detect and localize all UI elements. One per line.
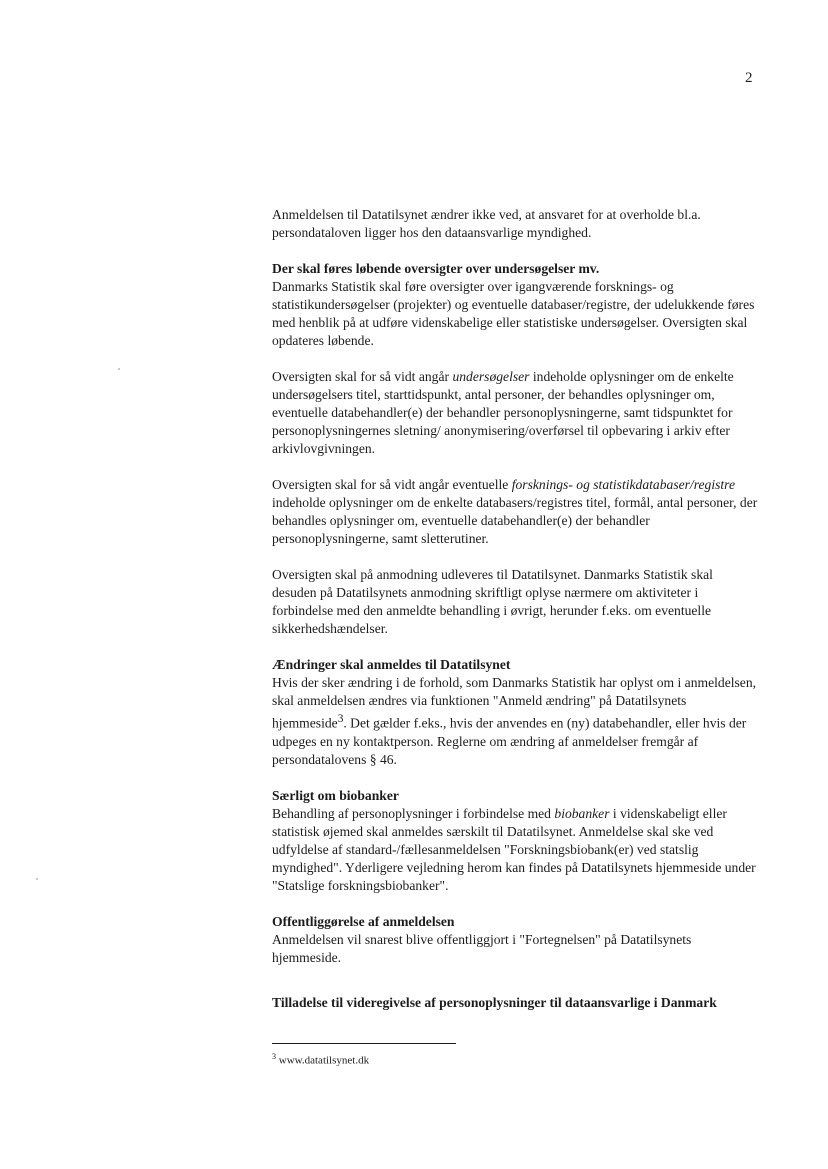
databaser-paragraph: [272, 476, 760, 548]
text-span: Oversigten skal for så vidt angår: [272, 369, 453, 384]
section-heading: Der skal føres løbende oversigter over undersøgelser mv.: [272, 261, 600, 276]
scan-artifact: [118, 368, 120, 370]
udleveres-paragraph: Oversigten skal på anmodning udleveres til Datatilsynet. Danmarks Statistik skal desuden på Datatilsynets anmodning skriftligt oplyse nærmere om aktiviteter i forbindelse med den anmeldte behandling i øvrigt, herunder f.eks. om eventuelle sikkerhedshændelser.: [272, 567, 713, 636]
text-span: indeholde oplysninger om de enkelte databasers/registres titel, formål, antal personer, der behandles oplysninger om, eventuelle databehandler(e) der behandler personoplysningerne, samt sletterutiner.: [272, 495, 758, 546]
text-span: Behandling af personoplysninger i forbindelse med: [272, 805, 555, 821]
text-span: i videnskabeligt eller statistisk øjemed skal anmeldes særskilt til Datatilsynet. Anmeldelse skal ske ved udfyldelse af standard-/fællesanmeldelsen "Forskningsbiobank(er) ved statslig myndighed". Yderligere vejledning herom kan findes på Datatilsynets hjemmeside under "Statslige forskningsbiobanker".: [272, 805, 756, 893]
footnote-number: 3: [272, 1052, 276, 1061]
emphasis-text: forsknings- og statistikdatabaser/registre: [511, 477, 735, 492]
section-body: [272, 674, 760, 769]
text-span: indeholde oplysninger om de enkelte undersøgelsers titel, starttidspunkt, antal personer, der behandles oplysninger om, eventuelle databehandler(e) der behandler personoplysningerne, samt tidspunktet for personoplysningernes sletning/ anonymisering/overførsel til opbevaring i arkiv efter arkivlovgivningen.: [272, 369, 734, 456]
section-aendringer: [272, 656, 760, 769]
section-body: [272, 805, 760, 895]
footnote: [272, 1052, 369, 1067]
intro-paragraph: Anmeldelsen til Datatilsynet ændrer ikke ved, at ansvaret for at overholde bl.a. persondataloven ligger hos den dataansvarlige myndighed.: [272, 207, 701, 240]
page-number: 2: [745, 70, 753, 86]
emphasis-text: biobanker: [554, 805, 610, 821]
section-heading: Ændringer skal anmeldes til Datatilsynet: [272, 657, 511, 672]
section-oversigt: [272, 260, 760, 350]
text-span: Hvis der sker ændring i de forhold, som Danmarks Statistik har oplyst om i anmeldelsen, skal anmeldelsen ændres via funktionen "Anmeld ændring" på Datatilsynets hjemmeside: [272, 675, 757, 731]
section-body: Danmarks Statistik skal føre oversigter over igangværende forsknings- og statistikundersøgelser (projekter) og eventuelle databaser/registre, der udelukkende føres med henblik på at udføre videnskabelige eller statistiske undersøgelser. Oversigten skal opdateres løbende.: [272, 279, 755, 348]
section-body: Anmeldelsen vil snarest blive offentliggjort i "Fortegnelsen" på Datatilsynets hjemmeside.: [272, 931, 692, 965]
section-biobanker: [272, 787, 760, 895]
text-span: . Det gælder f.eks., hvis der anvendes en (ny) databehandler, eller hvis der udpeges en ny kontaktperson. Reglerne om ændring af anmeldelser fremgår af persondatalovens § 46.: [272, 715, 747, 767]
undersoegelser-paragraph: [272, 368, 760, 458]
footnote-link-text: www.datatilsynet.dk: [278, 1054, 370, 1067]
document-body: [272, 206, 760, 985]
scan-artifact: [36, 878, 38, 880]
emphasis-text: undersøgelser: [452, 369, 530, 384]
footnote-reference: 3: [337, 713, 344, 725]
section-heading: Særligt om biobanker: [272, 787, 399, 803]
footnote-divider: [272, 1043, 456, 1044]
section-offentliggoerelse: [272, 913, 760, 967]
section-heading: Offentliggørelse af anmeldelsen: [272, 913, 455, 929]
text-span: Oversigten skal for så vidt angår eventuelle: [272, 477, 512, 492]
final-section-heading: Tilladelse til videregivelse af personoplysninger til dataansvarlige i Danmark: [272, 995, 717, 1010]
